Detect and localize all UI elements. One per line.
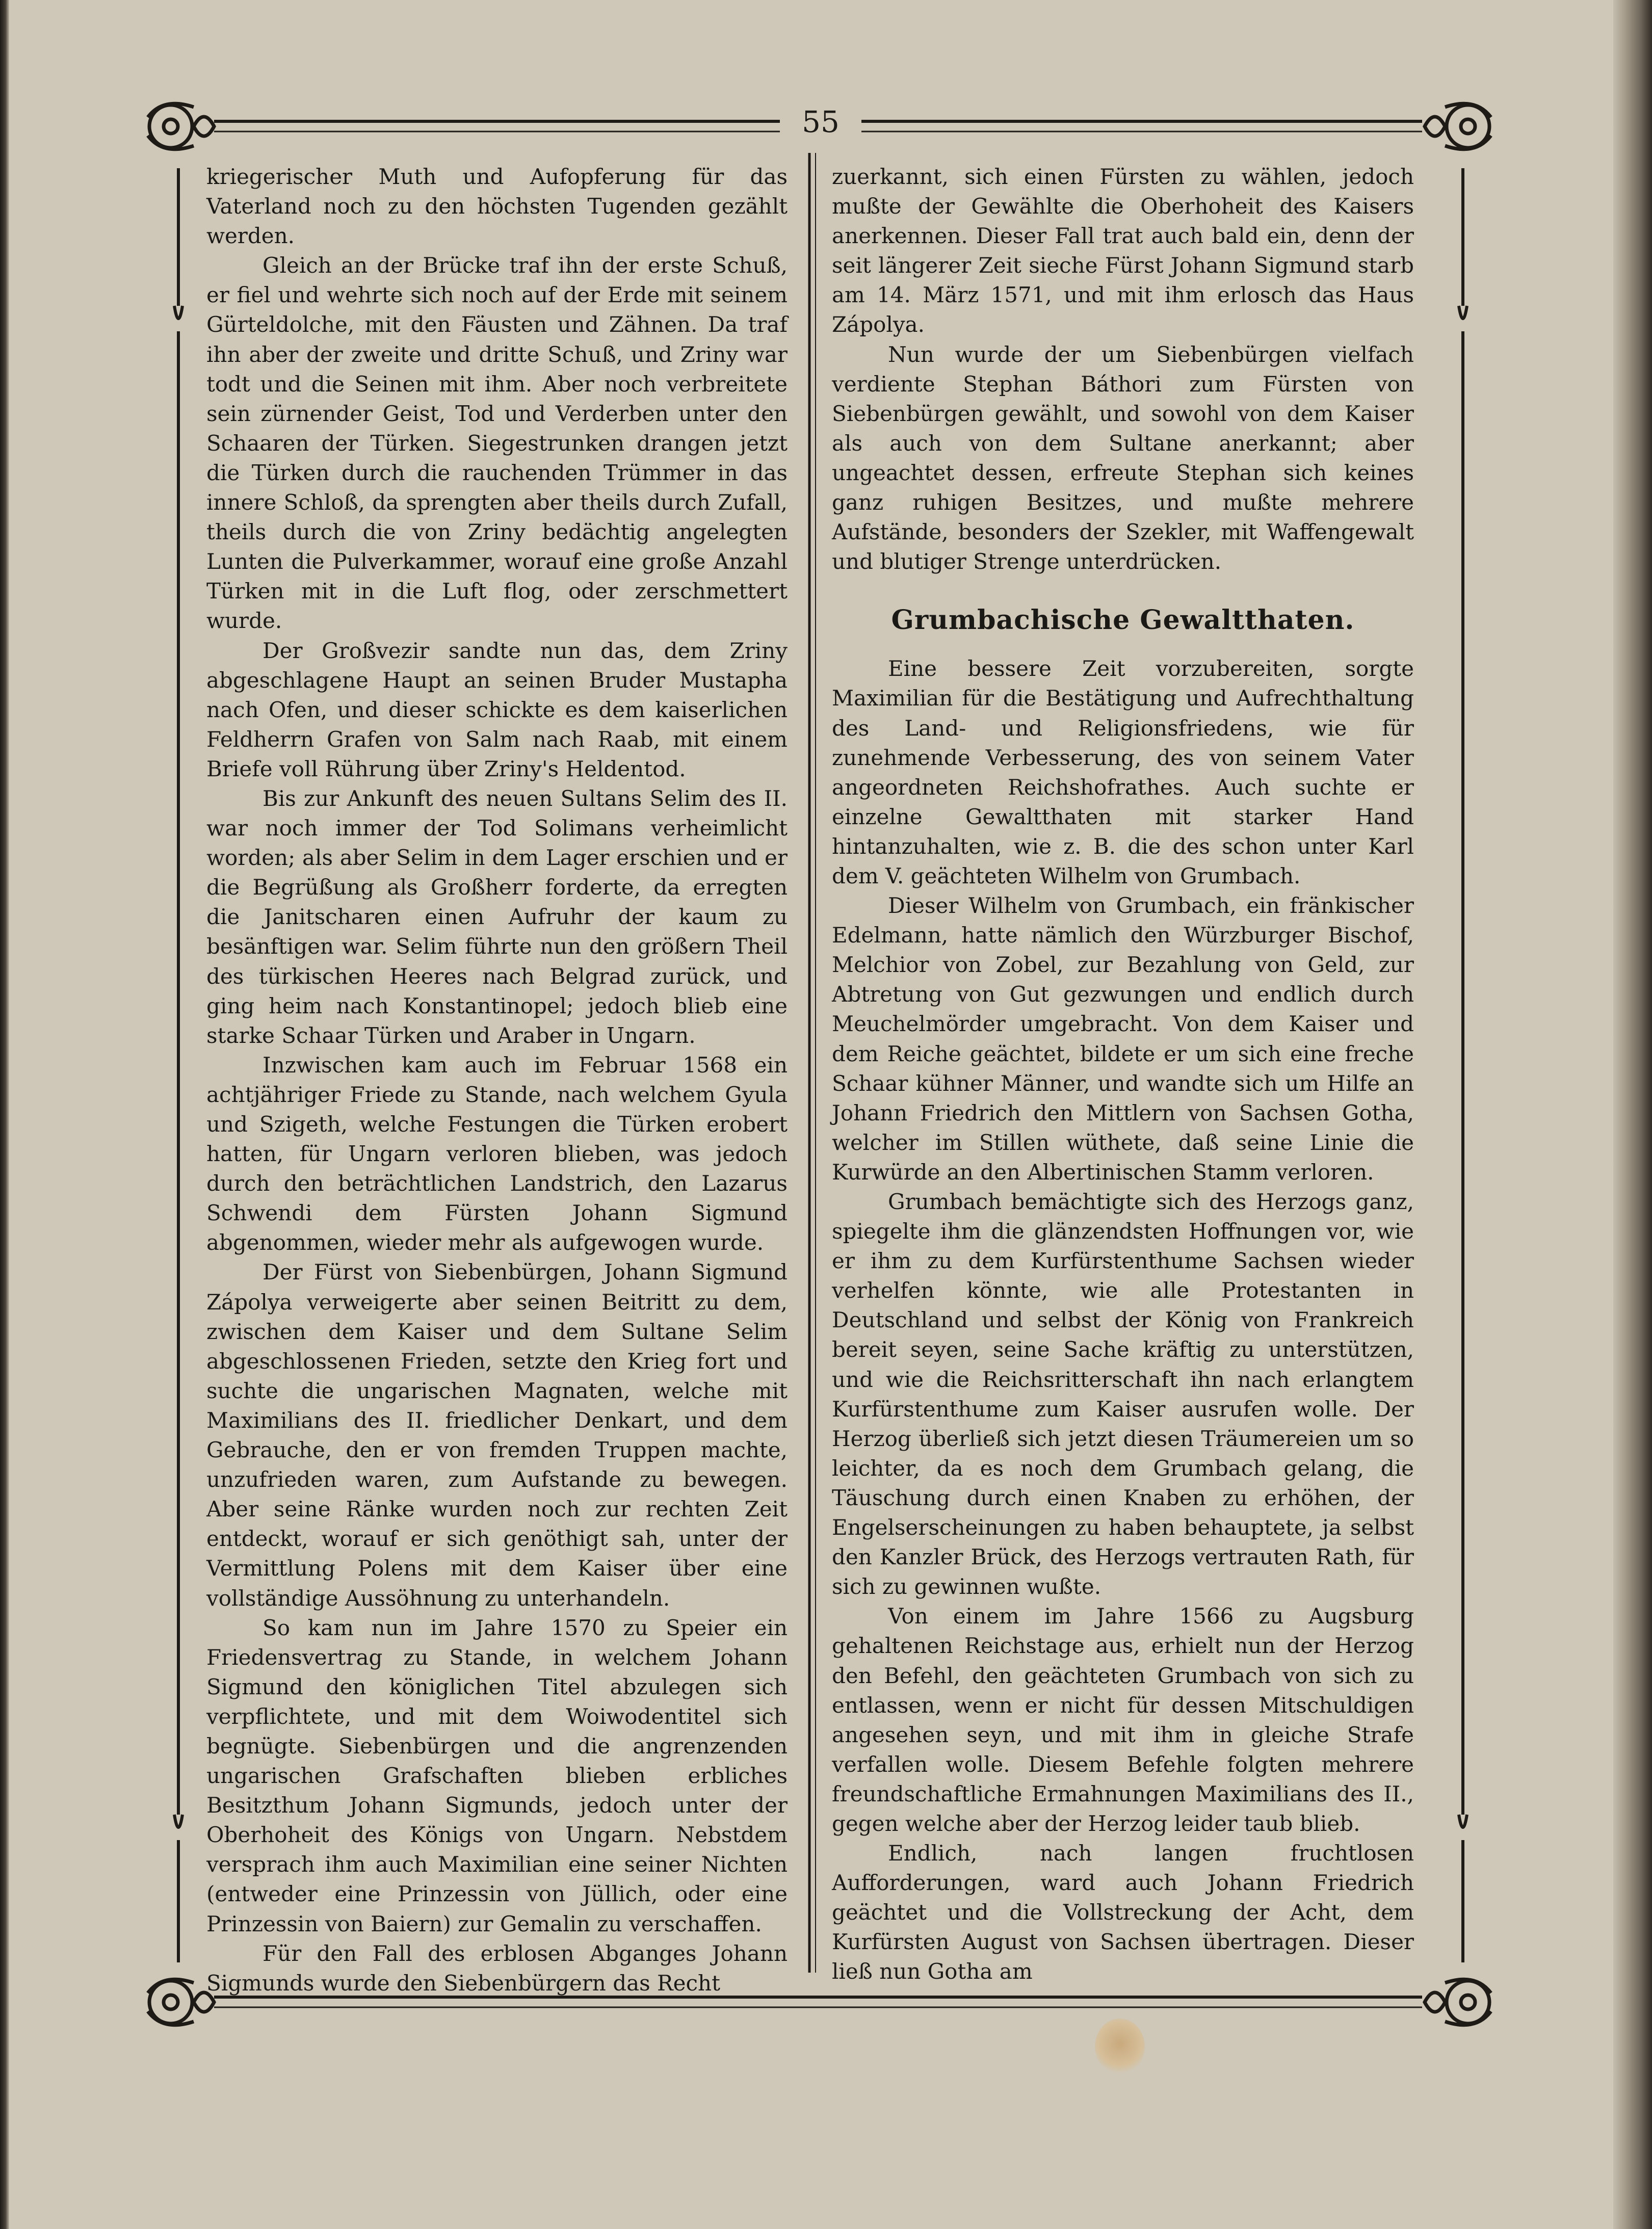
paragraph: zuerkannt, sich einen Fürsten zu wählen, jedoch mußte der Gewählte die Oberhoheit des Kaisers anerkennen. Dieser Fall trat auch bald ein, denn der seit längerer Zeit sieche Fürst Johann Sigmund starb am 14. März 1571, und mit ihm erlosch das Haus Zápolya. (832, 164, 1414, 337)
paragraph: Der Großvezir sandte nun das, dem Zriny abgeschlagene Haupt an seinen Bruder Mustapha nach Ofen, und dieser schickte es dem kaiserlichen Feldherrn Grafen von Salm nach Raab, mit einem Briefe voll Rührung über Zriny's Heldentod. (206, 638, 788, 781)
paragraph: Eine bessere Zeit vorzubereiten, sorgte Maximilian für die Bestätigung und Aufrechthaltung des Land- und Religionsfriedens, wie für zunehmende Verbesserung, des von seinem Vater angeordneten Reichshofrathes. Auch suchte er einzelne Gewaltthaten mit starker Hand hintanzuhalten, wie z. B. die des schon unter Karl dem V. geächteten Wilhelm von Grumbach. (832, 656, 1414, 888)
corner-ornament-bottom-left (148, 1979, 214, 2025)
column-divider (809, 153, 816, 1973)
paragraph: Inzwischen kam auch im Februar 1568 ein achtjähriger Friede zu Stande, nach welchem Gyula und Szigeth, welche Festungen die Türken erobert hatten, für Ungarn verloren blieben, was jedoch durch den beträchtlichen Landstrich, den Lazarus Schwendi dem Fürsten Johann Sigmund abgenommen, wieder mehr als aufgewogen wurde. (206, 1052, 788, 1255)
paragraph: Der Fürst von Siebenbürgen, Johann Sigmund Zápolya verweigerte aber seinen Beitritt zu dem, zwischen dem Kaiser und dem Sultane Selim abgeschlossenen Frieden, setzte den Krieg fort und suchte die ungarischen Magnaten, welche mit Maximilians des II. friedlicher Denkart, und dem Gebrauche, den er von fremden Truppen machte, unzufrieden waren, zum Aufstande zu bewegen. Aber seine Ränke wurden noch zur rechten Zeit entdeckt, worauf er sich genöthigt sah, unter der Vermittlung Polens mit dem Kaiser über eine vollständige Aussöhnung zu unterhandeln. (206, 1260, 788, 1611)
left-column (206, 162, 788, 1998)
corner-ornament-bottom-right (1425, 1979, 1491, 2025)
paragraph: Bis zur Ankunft des neuen Sultans Selim des II. war noch immer der Tod Solimans verheimlicht worden; als aber Selim in dem Lager erschien und er die Begrüßung als Großherr forderte, da erregten die Janitscharen einen Aufruhr der kaum zu besänftigen war. Selim führte nun den größern Theil des türkischen Heeres nach Belgrad zurück, und ging heim nach Konstantinopel; jedoch blieb eine starke Schaar Türken und Araber in Ungarn. (206, 785, 788, 1048)
left-side-ornament (174, 168, 182, 1962)
paragraph: Von einem im Jahre 1566 zu Augsburg gehaltenen Reichstage aus, erhielt nun der Herzog den Befehl, den geächteten Grumbach von sich zu entlassen, wenn er nicht für dessen Mitschuldigen angesehen seyn, und mit ihm in gleiche Strafe verfallen wolle. Diesem Befehle folgten mehrere freundschaftliche Ermahnungen Maximilians des II., gegen welche aber der Herzog leider taub blieb. (832, 1604, 1414, 1836)
section-heading: Grumbachische Gewaltthaten. (891, 605, 1355, 636)
corner-ornament-top-right (1425, 103, 1491, 149)
paragraph: Nun wurde der um Siebenbürgen vielfach verdiente Stephan Báthori zum Fürsten von Siebenbürgen gewählt, und sowohl von dem Kaiser als auch von dem Sultane anerkannt; aber ungeachtet dessen, erfreute Stephan sich keines ganz ruhigen Besitzes, und mußte mehrere Aufstände, besonders der Szekler, mit Waffengewalt und blutiger Strenge unterdrücken. (832, 342, 1414, 574)
paragraph: Grumbach bemächtigte sich des Herzogs ganz, spiegelte ihm die glänzendsten Hoffnungen vor, wie er ihm zu dem Kurfürstenthume Sachsen wieder verhelfen könnte, wie alle Protestanten in Deutschland und selbst der König von Frankreich bereit seyen, seine Sache kräftig zu unterstützen, und wie die Reichsritterschaft ihn nach erlangtem Kurfürstenthume zum Kaiser ausrufen wolle. Der Herzog überließ sich jetzt diesen Träumereien um so leichter, da es noch dem Grumbach gelang, die Täuschung durch einen Knaben zu erhöhen, der Engelserscheinungen zu haben behauptete, ja selbst den Kanzler Brück, des Herzogs vertrauten Rath, für sich zu gewinnen wußte. (832, 1189, 1414, 1599)
corner-ornament-top-left (148, 103, 214, 149)
paragraph: Endlich, nach langen fruchtlosen Aufforderungen, ward auch Johann Friedrich geächtet und die Vollstreckung der Acht, dem Kurfürsten August von Sachsen übertragen. Dieser ließ nun Gotha am (832, 1841, 1414, 1984)
right-side-ornament (1459, 168, 1467, 1962)
paragraph: kriegerischer Muth und Aufopferung für das Vaterland noch zu den höchsten Tugenden gezählt werden. (206, 164, 788, 249)
right-column (832, 162, 1414, 1987)
paragraph: Gleich an der Brücke traf ihn der erste Schuß, er fiel und wehrte sich noch auf der Erde mit seinem Gürteldolche, mit den Fäusten und Zähnen. Da traf ihn aber der zweite und dritte Schuß, und Zriny war todt und die Seinen mit ihm. Aber noch verbreitete sein zürnender Geist, Tod und Verderben unter den Schaaren der Türken. Siegestrunken drangen jetzt die Türken durch die rauchenden Trümmer in das innere Schloß, da sprengten aber theils durch Zufall, theils durch die von Zriny bedächtig angelegten Lunten die Pulverkammer, worauf eine große Anzahl Türken mit in die Luft flog, oder zerschmettert wurde. (206, 253, 788, 634)
paragraph: Für den Fall des erblosen Abganges Johann Sigmunds wurde den Siebenbürgern das Recht (206, 1940, 788, 1996)
paper-stain (1095, 2018, 1145, 2075)
paragraph: So kam nun im Jahre 1570 zu Speier ein Friedensvertrag zu Stande, in welchem Johann Sigmund den königlichen Titel abzulegen sich verpflichtete, und mit dem Woiwodentitel sich begnügte. Siebenbürgen und die angrenzenden ungarischen Grafschaften blieben erbliches Besitzthum Johann Sigmunds, jedoch unter der Oberhoheit des Königs von Ungarn. Nebstdem versprach ihm auch Maximilian eine seiner Nichten (entweder eine Prinzessin von Jüllich, oder eine Prinzessin von Baiern) zur Gemalin zu verschaffen. (206, 1615, 788, 1936)
page-number: 55 (802, 104, 840, 139)
paragraph: Dieser Wilhelm von Grumbach, ein fränkischer Edelmann, hatte nämlich den Würzburger Bischof, Melchior von Zobel, zur Bezahlung von Geld, zur Abtretung von Gut gezwungen und endlich durch Meuchelmörder umgebracht. Von dem Kaiser und dem Reiche geächtet, bildete er um sich eine freche Schaar kühner Männer, und wandte sich um Hilfe an Johann Friedrich den Mittlern von Sachsen Gotha, welcher im Stillen wüthete, daß seine Linie die Kurwürde an den Albertinischen Stamm verloren. (832, 893, 1414, 1185)
